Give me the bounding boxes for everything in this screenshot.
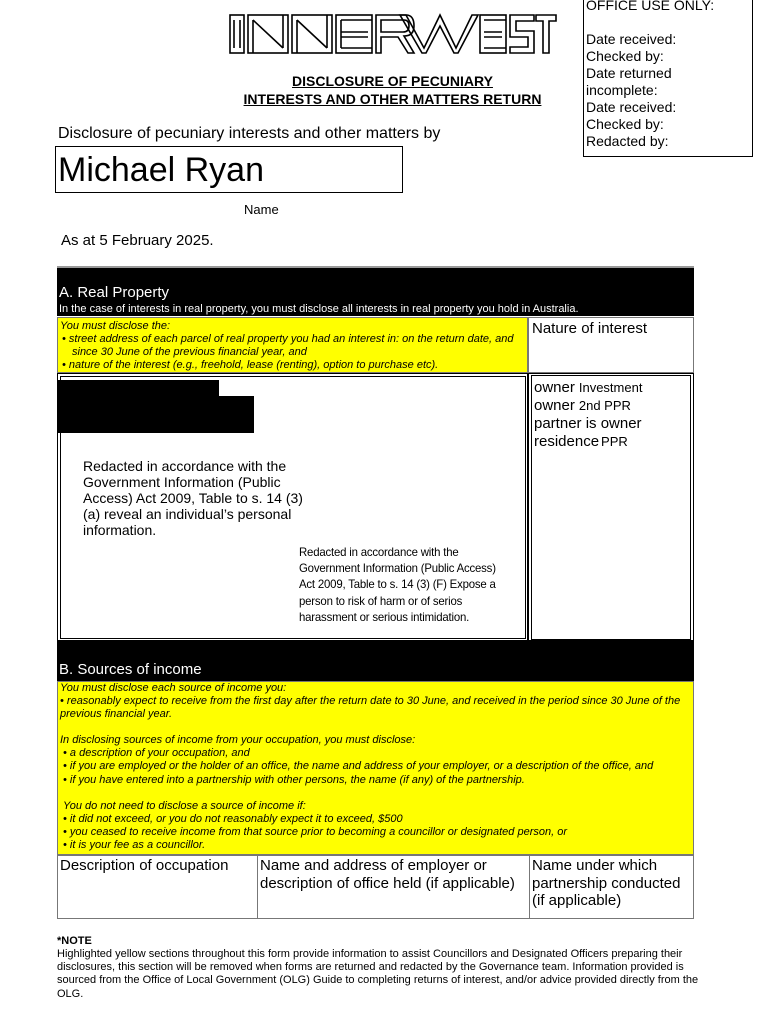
redaction-block [57,380,219,396]
nature-row [534,433,688,451]
note-body: Highlighted yellow sections throughout this form provide information to assist Councillors and Designated Officers preparing their disclosures, this section will be removed when forms are returned and redacted by the Governance team. Information provided is sourced from the Office of Local Government (OLG) Guide to completing returns of interest, and/or advice provided directly from the OLG. [57,948,699,1000]
guidance-intro: You must disclose the: [60,320,171,332]
section-a-subtitle: In the case of interests in real property, you must disclose all interests in real property you hold in Australia. [59,303,579,315]
section-b-title: B. Sources of income [59,661,202,678]
section-a-guidance [57,317,528,373]
form-title-line2: INTERESTS AND OTHER MATTERS RETURN [243,91,542,107]
guidance-item: • nature of the interest (e.g., freehold, lease (renting), option to purchase etc). [62,359,439,371]
nature-of-interest-header: Nature of interest [528,317,694,373]
disclosure-by-label: Disclosure of pecuniary interests and other matters by [58,125,441,142]
guidance-item: • if you have entered into a partnership with other persons, the name (if any) of the partnership. [63,773,525,786]
section-a-title: A. Real Property [59,284,170,301]
nature-note: Investment [578,380,643,395]
nature-main: owner [534,397,575,414]
note-heading: *NOTE [57,935,92,947]
nature-row [534,379,688,397]
redaction-note: Redacted in accordance with the Government Information (Public Access) Act 2009, Table to s. 14 (3) (a) reveal an individual’s personal information. [83,458,303,538]
guidance-item: • it is your fee as a councillor. [63,838,206,851]
nature-main: partner is owner [534,415,642,432]
guidance-item: • it did not exceed, or you do not reasonably expect it to exceed, $500 [63,812,403,825]
nature-main: owner [534,379,575,396]
office-use-line: Checked by: [586,116,664,132]
form-title-line1: DISCLOSURE OF PECUNIARY [292,73,493,89]
office-use-line: Date received: [586,31,677,47]
guidance-item: • a description of your occupation, and [63,747,250,760]
nature-row [534,415,688,433]
redaction-note: Redacted in accordance with the Government Information (Public Access) Act 2009, Table to s. 14 (3) (F) Expose a person to risk of harm or of serios harassment or serious intimidation. [299,545,496,624]
as-at-date: As at 5 February 2025. [61,232,214,249]
guidance-item: • street address of each parcel of real property you had an interest in: on the return date, and since 30 June of the previous financial year, and [62,333,514,358]
section-b-guidance [57,681,694,855]
column-header-partnership: Name under which partnership conducted (if applicable) [532,857,681,909]
column-header-employer: Name and address of employer or description of office held (if applicable) [258,856,530,918]
form-title [220,72,565,108]
nature-row [534,397,688,415]
guidance-intro: In disclosing sources of income from your occupation, you must disclose: [60,734,416,747]
nature-note: PPR [601,434,628,449]
inner-west-logo [228,12,558,56]
income-table-header [57,855,694,919]
nature-of-interest-field[interactable] [531,375,691,640]
guidance-intro: You must disclose each source of income you: [60,682,287,694]
office-use-box [583,0,753,157]
office-use-line: Date returned [586,65,672,81]
nature-note: 2nd PPR [578,398,631,413]
office-use-line: Checked by: [586,48,664,64]
name-caption: Name [244,202,279,217]
guidance-item: • if you are employed or the holder of an office, the name and address of your employer, or a description of the office, and [63,760,654,773]
office-use-line: incomplete: [586,82,658,98]
redaction-block [57,396,254,433]
office-use-title: OFFICE USE ONLY: [586,0,715,13]
office-use-line: Redacted by: [586,133,669,149]
guidance-item: • reasonably expect to receive from the first day after the return date to 30 June, and received in the period since 30 June of the previous financial year. [60,695,681,721]
office-use-line: Date received: [586,99,677,115]
column-header-occupation: Description of occupation [58,856,258,918]
guidance-item: • you ceased to receive income from that source prior to becoming a councillor or designated person, or [63,825,568,838]
name-field[interactable]: Michael Ryan [55,146,403,193]
nature-main: residence [534,433,600,450]
guidance-intro: You do not need to disclose a source of income if: [63,799,306,812]
